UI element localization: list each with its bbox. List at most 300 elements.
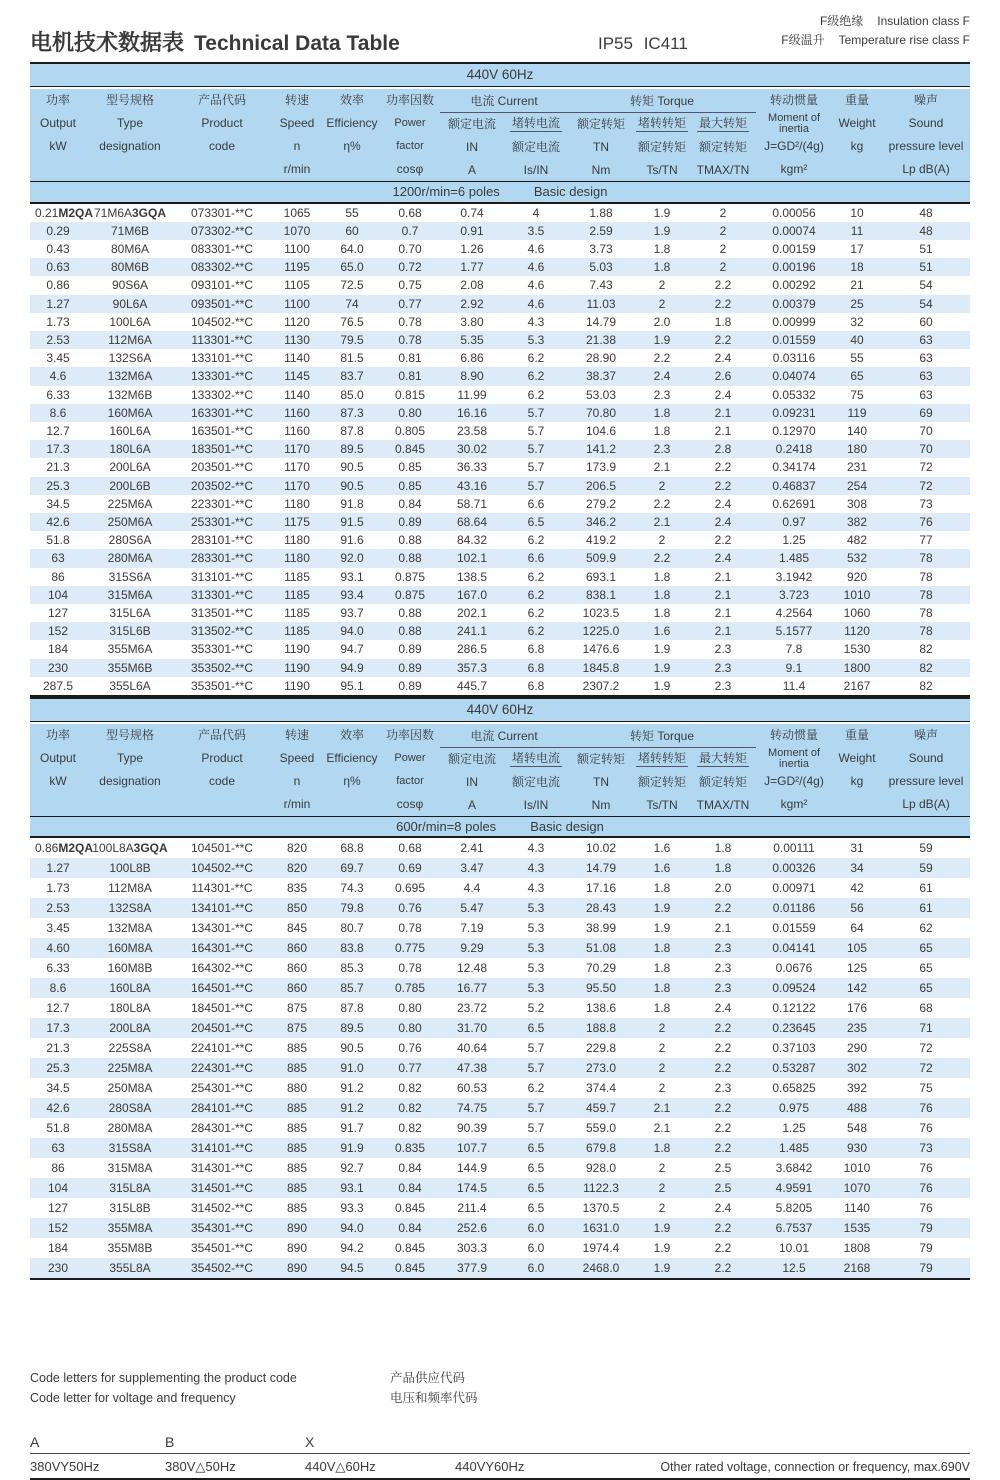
cell: 10 [850, 205, 864, 220]
cell: 2168 [843, 1261, 871, 1276]
cell: 6.33 [46, 387, 70, 402]
col-in-unit: A [440, 158, 504, 181]
cell: 42.6 [46, 1101, 70, 1116]
cell: 1476.6 [582, 642, 620, 657]
cell: 8.6 [49, 981, 67, 996]
cell: 1.8 [653, 881, 671, 896]
cell: 6.6 [527, 551, 545, 566]
cell: 532 [847, 551, 868, 566]
masthead [0, 0, 1000, 62]
cell: 2 [658, 1081, 666, 1096]
cell: 5.35 [460, 332, 484, 347]
cell: 0.34174 [772, 460, 816, 475]
cell: 0.78 [398, 961, 422, 976]
cell: 21.3 [46, 1041, 70, 1056]
cell: 1.8 [653, 605, 671, 620]
cell: 2.4 [714, 1201, 732, 1216]
cell: 104502-**C [190, 314, 254, 329]
table-body [30, 837, 970, 1279]
table-row [30, 898, 970, 918]
cell: 2.4 [714, 1001, 732, 1016]
cell: 354301-**C [190, 1221, 254, 1236]
cell: 1023.5 [582, 605, 620, 620]
cell: 2.2 [714, 1241, 732, 1256]
cell: 2.4 [714, 496, 732, 511]
cell: 1.8 [653, 981, 671, 996]
cell: 223301-**C [190, 496, 254, 511]
cell: 0.88 [398, 533, 422, 548]
table-row [30, 1238, 970, 1258]
cell: 2.2 [714, 296, 732, 311]
cell: 0.82 [398, 1121, 422, 1136]
cell: 1.9 [653, 1261, 671, 1276]
cell: 6.2 [527, 351, 545, 366]
group-torque: 转矩 Torque [568, 724, 756, 747]
cell: 0.00111 [773, 841, 815, 856]
cell: 94.9 [340, 660, 364, 675]
cell: 30.02 [456, 442, 488, 457]
cell: 64 [850, 921, 864, 936]
cell: 5.3 [527, 981, 545, 996]
note-en-2: Code letter for voltage and frequency [30, 1391, 236, 1405]
cell: 152 [47, 624, 69, 639]
table-row [30, 858, 970, 878]
cell: 5.47 [460, 901, 484, 916]
cell: 87.3 [340, 405, 364, 420]
cell: 885 [286, 1161, 308, 1176]
cell: 286.5 [456, 642, 488, 657]
cell: 860 [286, 981, 308, 996]
cell: 63 [919, 351, 933, 366]
cell: 7.43 [589, 278, 613, 293]
cell: 84.32 [456, 533, 488, 548]
cell: 76 [919, 1201, 933, 1216]
cell: 0.76 [398, 1041, 422, 1056]
cell: 0.82 [398, 1081, 422, 1096]
col-locked-rotor-torque: 堵转转矩 [634, 112, 690, 135]
subtitle-band [30, 182, 970, 203]
cell: 48 [919, 223, 933, 238]
cell: 230 [47, 660, 69, 675]
cell: 164501-**C [190, 981, 254, 996]
cell: 1.73 [46, 314, 70, 329]
col-locked-rotor-current: 堵转电流 [504, 112, 568, 135]
table-row [30, 568, 970, 586]
table-row [30, 513, 970, 531]
cell: 280S6A [108, 533, 152, 548]
cell: 203501-**C [190, 460, 254, 475]
cell: 2 [658, 533, 666, 548]
col-rated-torque: 额定转矩 [568, 112, 634, 135]
cell: 48 [919, 205, 933, 220]
cell: 134301-**C [190, 921, 254, 936]
cell: 0.01559 [772, 332, 816, 347]
cell: 76 [919, 1181, 933, 1196]
cell: 1070 [283, 223, 311, 238]
cell: 95.1 [340, 678, 364, 693]
cell: 1.73 [46, 881, 70, 896]
cell: 5.3 [527, 961, 545, 976]
cell: 1535 [843, 1221, 871, 1236]
col-weight: 重量 Weight kg [832, 724, 882, 817]
cell: 0.875 [394, 569, 426, 584]
cell: 5.3 [527, 332, 545, 347]
cell: 31 [850, 841, 864, 856]
cell: 6.2 [527, 569, 545, 584]
table-row [30, 1038, 970, 1058]
cell: 104 [47, 1181, 69, 1196]
cell: 40 [850, 332, 864, 347]
table-row [30, 404, 970, 422]
cell: 419.2 [586, 533, 617, 548]
cell: 73 [919, 1141, 933, 1156]
cell: 1120 [284, 314, 310, 329]
cell: 1.26 [460, 241, 484, 256]
cell: 315M6A [107, 587, 153, 602]
cell: 82 [919, 642, 933, 657]
cell: 880 [286, 1081, 308, 1096]
table-row [30, 240, 970, 258]
cell: 8.90 [460, 369, 484, 384]
cell: 1175 [284, 514, 310, 529]
cell: 2.2 [653, 551, 671, 566]
col-tn-unit: Nm [568, 158, 634, 181]
cell: 58.71 [456, 496, 488, 511]
cell: 2.1 [653, 514, 671, 529]
cell: 0.53287 [772, 1061, 816, 1076]
cell: 2.3 [714, 660, 732, 675]
cell: 112M6A [108, 332, 152, 347]
cell: 1140 [284, 387, 310, 402]
cell: 083302-**C [190, 260, 254, 275]
cell: 73 [919, 496, 933, 511]
table-row [30, 1178, 970, 1198]
cell: 34.5 [46, 1081, 70, 1096]
footer-notes-en [30, 1368, 390, 1408]
cell: 1.8 [714, 861, 732, 876]
cell: 0.81 [398, 351, 422, 366]
table-row [30, 349, 970, 367]
cell: 693.1 [586, 569, 617, 584]
cell: 34 [850, 861, 864, 876]
cell: 2.5 [714, 1161, 732, 1176]
cell: 083301-**C [190, 241, 254, 256]
cell: 180L8A [109, 1001, 151, 1016]
cell: 1105 [284, 278, 310, 293]
col-locked-rotor-torque: 堵转转矩 [634, 747, 690, 770]
cell: 59 [919, 861, 933, 876]
cell: 43.16 [456, 478, 488, 493]
cell: 1.8 [714, 314, 732, 329]
cell: 47.38 [456, 1061, 488, 1076]
cell: 850 [286, 901, 308, 916]
cell: 0.04141 [772, 941, 816, 956]
cell: 91.2 [340, 1081, 364, 1096]
table-row [30, 458, 970, 476]
cell: 6.7537 [775, 1221, 813, 1236]
cell: 303.3 [456, 1241, 488, 1256]
cell: 40.64 [456, 1041, 488, 1056]
table-row [30, 258, 970, 276]
cell: 94.5 [340, 1261, 364, 1276]
cell: 0.89 [398, 514, 422, 529]
cell: 0.69 [398, 861, 422, 876]
cell: 313101-**C [190, 569, 254, 584]
cell: 885 [286, 1141, 308, 1156]
cell: 74 [345, 296, 359, 311]
cell: 0.85 [398, 478, 422, 493]
cell: 2.2 [714, 1041, 732, 1056]
cell: 2.4 [653, 369, 671, 384]
cell: 0.2418 [775, 442, 813, 457]
cell: 254301-**C [190, 1081, 254, 1096]
cell: 0.03116 [772, 351, 816, 366]
cell: 95.50 [586, 981, 617, 996]
cell: 0.09524 [772, 981, 816, 996]
cell: 6.5 [527, 1181, 545, 1196]
cell: 0.77 [398, 1061, 422, 1076]
cell: 0.88 [398, 605, 422, 620]
cell: 132S6A [108, 351, 152, 366]
cell: 284101-**C [190, 1101, 254, 1116]
cell: 314502-**C [190, 1201, 254, 1216]
cell: 0.80 [398, 1001, 422, 1016]
page-title-zh: 电机技术数据表 [30, 30, 185, 55]
cell: 2.2 [714, 1121, 732, 1136]
col-noise: 噪声 Sound pressure level Lp dB(A) [882, 724, 970, 817]
col-in-symbol: IN [440, 135, 504, 158]
cell: 71M6B [110, 223, 150, 238]
cell: 140 [847, 423, 868, 438]
cell: 382 [847, 514, 868, 529]
cell: 1.8 [653, 587, 671, 602]
cell: 90.5 [340, 478, 364, 493]
cell: 5.8205 [775, 1201, 813, 1216]
cell: 0.68 [398, 841, 422, 856]
cell: 0.845 [394, 1201, 426, 1216]
table-row [30, 367, 970, 385]
cell: 355M6A [107, 642, 153, 657]
cell: 885 [286, 1121, 308, 1136]
cell: 0.00999 [772, 314, 816, 329]
cell: 5.03 [589, 260, 613, 275]
cell: 12.48 [456, 961, 488, 976]
cell: 5.3 [527, 941, 545, 956]
cell: 2.2 [714, 332, 732, 347]
cell: 60 [345, 223, 359, 238]
cell: 0.65825 [772, 1081, 816, 1096]
cell: 72 [919, 1061, 933, 1076]
cell: 2.4 [714, 514, 732, 529]
cell: 176 [847, 1001, 868, 1016]
cell: 5.3 [527, 921, 545, 936]
cell: 6.2 [527, 1081, 545, 1096]
cell: 152 [47, 1221, 69, 1236]
cell: 63 [51, 551, 65, 566]
cell: 0.845 [394, 442, 426, 457]
cell: 2 [658, 478, 666, 493]
tables-area [30, 62, 970, 1280]
cell: 92.0 [340, 551, 364, 566]
cell: 72.5 [340, 278, 364, 293]
cell: 0.875 [394, 587, 426, 602]
cell: 0.77 [398, 296, 422, 311]
cell: 6.0 [527, 1221, 545, 1236]
cell: 78 [919, 605, 933, 620]
cell: 104 [47, 587, 69, 602]
cell: 89.5 [340, 1021, 364, 1036]
table-row [30, 837, 970, 858]
temp-rise-en: Temperature rise class F [838, 33, 970, 47]
cell: 142 [847, 981, 868, 996]
table-row [30, 549, 970, 567]
cell: 2.2 [714, 901, 732, 916]
cell: 1225.0 [582, 624, 620, 639]
cell: 11 [850, 223, 864, 238]
cell: 5.7 [527, 460, 545, 475]
col-in-symbol: IN [440, 770, 504, 793]
cell: 0.78 [398, 314, 422, 329]
cell: 2468.0 [582, 1261, 620, 1276]
cell: 4.4 [463, 881, 481, 896]
cell: 86 [51, 1161, 65, 1176]
cell: 1185 [284, 605, 310, 620]
cell: 183501-**C [190, 442, 254, 457]
cell: 1010 [843, 587, 871, 602]
cell: 51.08 [586, 941, 617, 956]
cell: 81.5 [340, 351, 364, 366]
cell: 12.7 [46, 1001, 70, 1016]
cell: 85.3 [340, 961, 364, 976]
cell: 2.1 [714, 605, 732, 620]
cell: 91.2 [340, 1101, 364, 1116]
cell: 51.8 [46, 1121, 70, 1136]
col-rated-current: 额定电流 [440, 112, 504, 135]
cell: 6.2 [527, 605, 545, 620]
col-tn-symbol: TN [568, 770, 634, 793]
cell: 2.3 [714, 1081, 732, 1096]
cell: 21 [850, 278, 864, 293]
cell: 4.3 [527, 841, 545, 856]
cell: 0.12970 [772, 423, 816, 438]
cell: 1190 [284, 660, 310, 675]
cell: 90.5 [340, 460, 364, 475]
cell: 173.9 [586, 460, 617, 475]
code-letter-x: X [305, 1434, 315, 1450]
cell: 0.00056 [772, 205, 816, 220]
cell: 6.86 [460, 351, 484, 366]
cell: 6.6 [527, 496, 545, 511]
cell: 313301-**C [190, 587, 254, 602]
cell: 890 [286, 1261, 308, 1276]
table-header [30, 89, 970, 203]
cell: 4 [532, 205, 540, 220]
cell: 2.4 [714, 551, 732, 566]
cell: 679.8 [586, 1141, 617, 1156]
cell: 225S8A [108, 1041, 152, 1056]
cell: 315S6A [108, 569, 152, 584]
cell: 6.2 [527, 387, 545, 402]
temp-rise-zh: F级温升 [781, 33, 825, 47]
cell: 315L6B [109, 624, 151, 639]
col-in-unit: A [440, 793, 504, 816]
cell: 355M8B [107, 1241, 153, 1256]
col-product-code: 产品代码 Product code [174, 89, 270, 182]
cell: 0.785 [394, 981, 426, 996]
cell: 073302-**C [190, 223, 254, 238]
cell: 1195 [284, 260, 310, 275]
technical-table [30, 724, 970, 1281]
cell: 0.845 [394, 1261, 426, 1276]
cell: 314501-**C [190, 1181, 254, 1196]
cell: 72 [919, 1041, 933, 1056]
cell: 1145 [284, 369, 310, 384]
table-row [30, 222, 970, 240]
cell: 1180 [284, 551, 310, 566]
cell: 53.03 [586, 387, 617, 402]
cell: 127 [47, 605, 69, 620]
cell: 3.6842 [775, 1161, 813, 1176]
table-row [30, 1078, 970, 1098]
cell: 4.6 [49, 369, 67, 384]
cell: 138.6 [586, 1001, 617, 1016]
cell: 2.53 [46, 901, 70, 916]
design-label: Basic design [530, 819, 604, 835]
cell: 885 [286, 1061, 308, 1076]
cell: 85.7 [340, 981, 364, 996]
cell: 1140 [284, 351, 310, 366]
cell: 91.9 [340, 1141, 364, 1156]
cell: 315M8A [107, 1161, 153, 1176]
cell: 885 [286, 1181, 308, 1196]
cell: 0.89 [398, 642, 422, 657]
cell: 133301-**C [190, 369, 254, 384]
code-letter-b: B [165, 1434, 175, 1450]
cell: 2.1 [714, 624, 732, 639]
cell: 4.6 [527, 241, 545, 256]
cell: 2 [658, 1061, 666, 1076]
cell: 83.8 [340, 941, 364, 956]
cell: 0.72 [398, 260, 422, 275]
cell: 0.78 [398, 921, 422, 936]
cell: 314101-**C [190, 1141, 254, 1156]
cell: 14.79 [586, 314, 617, 329]
cell: 17.16 [586, 881, 617, 896]
cell: 68 [919, 1001, 933, 1016]
cell: 1.9 [653, 678, 671, 693]
cell: 845 [286, 921, 308, 936]
cell: 91.7 [340, 1121, 364, 1136]
cell: 229.8 [586, 1041, 617, 1056]
cell: 38.99 [586, 921, 617, 936]
cell: 6.5 [527, 1021, 545, 1036]
cell: 1130 [284, 332, 310, 347]
col-isin-denominator: 额定电流 [504, 770, 568, 793]
cell: 61 [919, 881, 933, 896]
cell: 75 [850, 387, 864, 402]
cell: 2.2 [714, 460, 732, 475]
cell: 2.92 [460, 296, 484, 311]
cell: 51 [919, 260, 933, 275]
cell: 94.2 [340, 1241, 364, 1256]
cell: 206.5 [586, 478, 617, 493]
col-rated-current: 额定电流 [440, 747, 504, 770]
cell: 0.00379 [772, 296, 816, 311]
cell: 1808 [843, 1241, 871, 1256]
cell: 90.5 [340, 1041, 364, 1056]
cell: 6.0 [527, 1241, 545, 1256]
cell: 2.3 [714, 961, 732, 976]
